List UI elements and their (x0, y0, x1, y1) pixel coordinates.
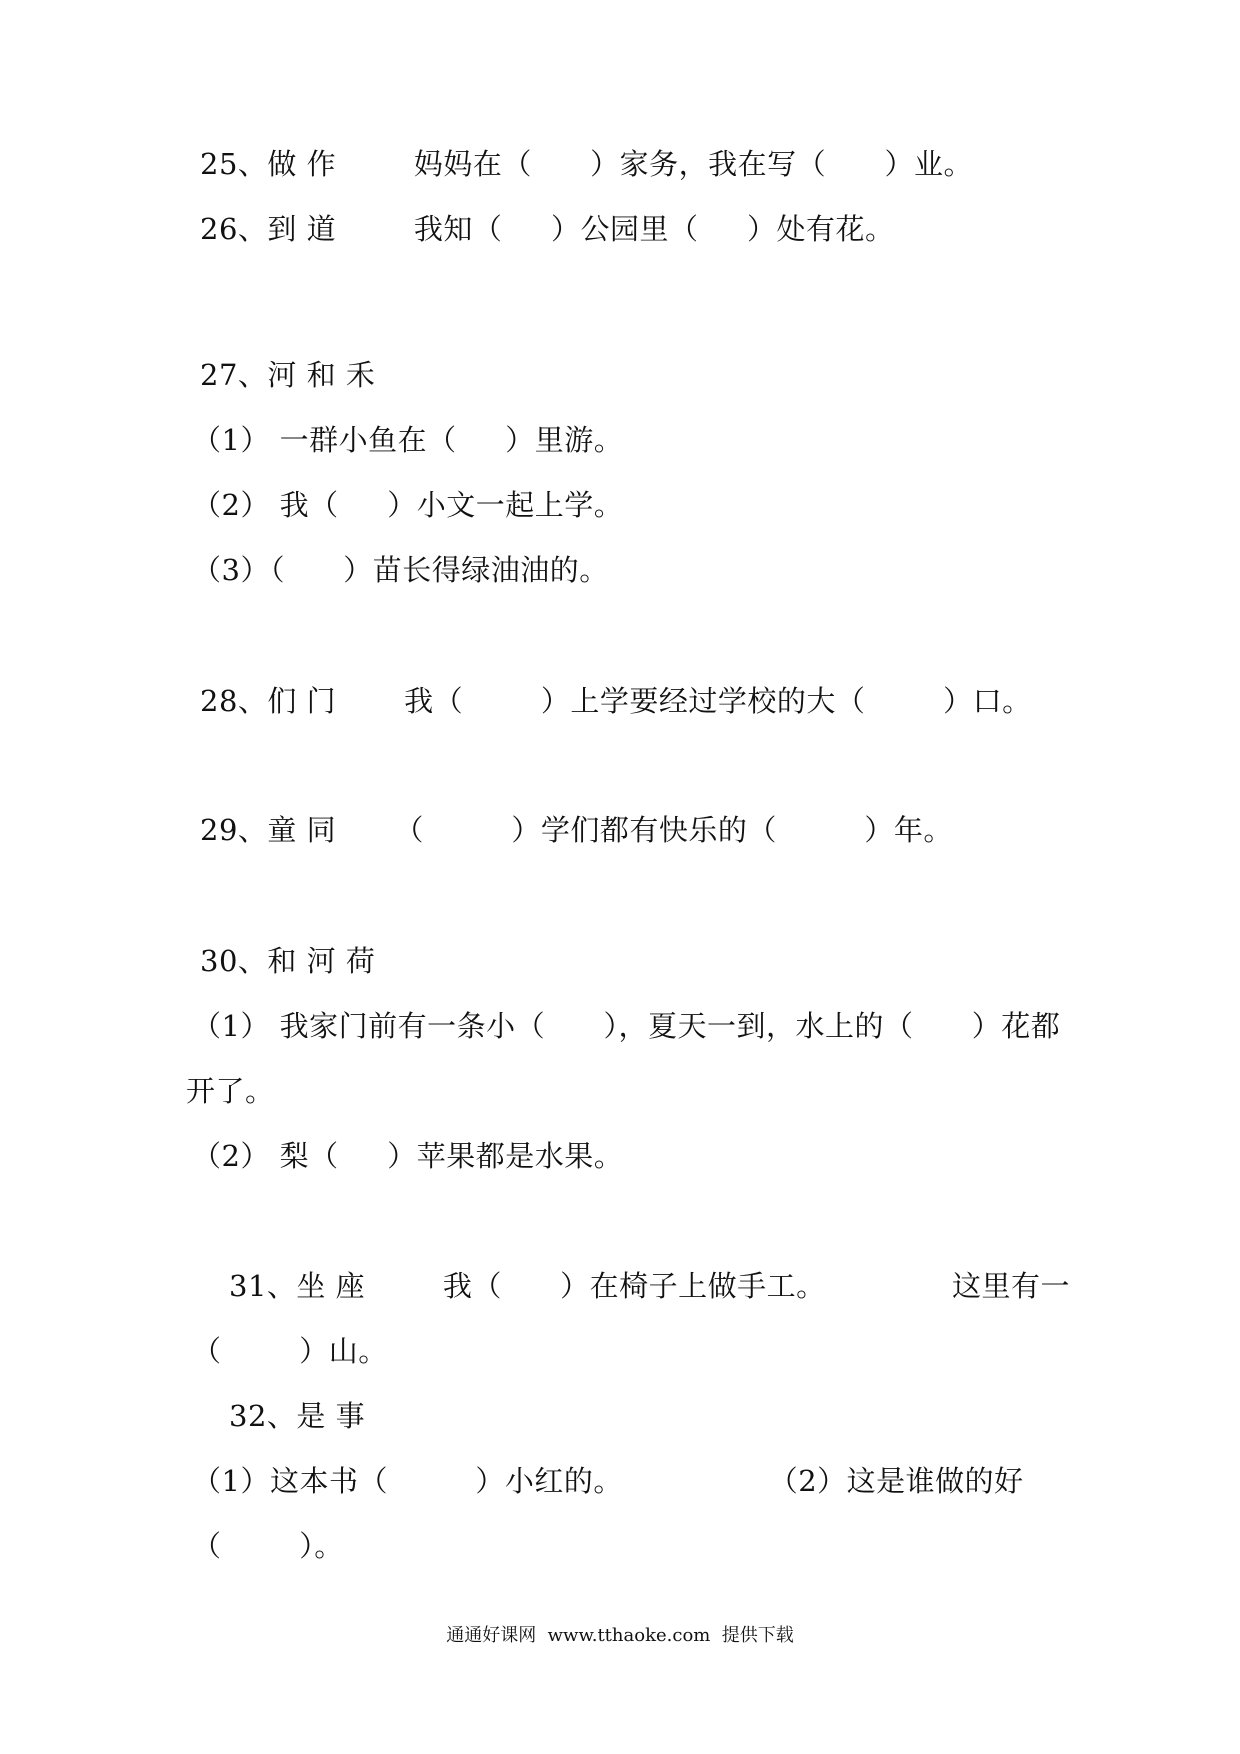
line-q27-2: （2） 我（ ）小文一起上学。 (192, 488, 624, 522)
line-q27-1: （1） 一群小鱼在（ ）里游。 (192, 423, 624, 457)
line-q26: 26、到 道 我知（ ）公园里（ ）处有花。 (200, 212, 895, 246)
line-q32-cont: （ ）。 (192, 1529, 344, 1563)
line-q30-title: 30、和 河 荷 (200, 944, 376, 978)
line-q28: 28、们 门 我（ ）上学要经过学校的大（ ）口。 (200, 684, 1032, 718)
line-q30-1: （1） 我家门前有一条小（ ），夏天一到，水上的（ ）花都 (192, 1009, 1061, 1043)
line-q29: 29、童 同 （ ）学们都有快乐的（ ）年。 (200, 813, 953, 847)
line-q31: 31、坐 座 我（ ）在椅子上做手工。 这里有一 (229, 1269, 1071, 1303)
line-q30-2: （2） 梨（ ）苹果都是水果。 (192, 1139, 624, 1173)
line-q27-3: （3）（ ）苗长得绿油油的。 (192, 553, 609, 587)
footer-source: 通通好课网 www.tthaoke.com 提供下载 (446, 1625, 794, 1646)
line-q25: 25、做 作 妈妈在（ ）家务，我在写（ ）业。 (200, 147, 973, 181)
line-q30-1-cont: 开了。 (186, 1074, 275, 1108)
line-q31-cont: （ ）山。 (192, 1334, 388, 1368)
line-q32-1: （1）这本书（ ）小红的。 （2）这是谁做的好 (192, 1464, 1024, 1498)
line-q27-title: 27、河 和 禾 (200, 358, 376, 392)
line-q32-title: 32、是 事 (229, 1399, 366, 1433)
